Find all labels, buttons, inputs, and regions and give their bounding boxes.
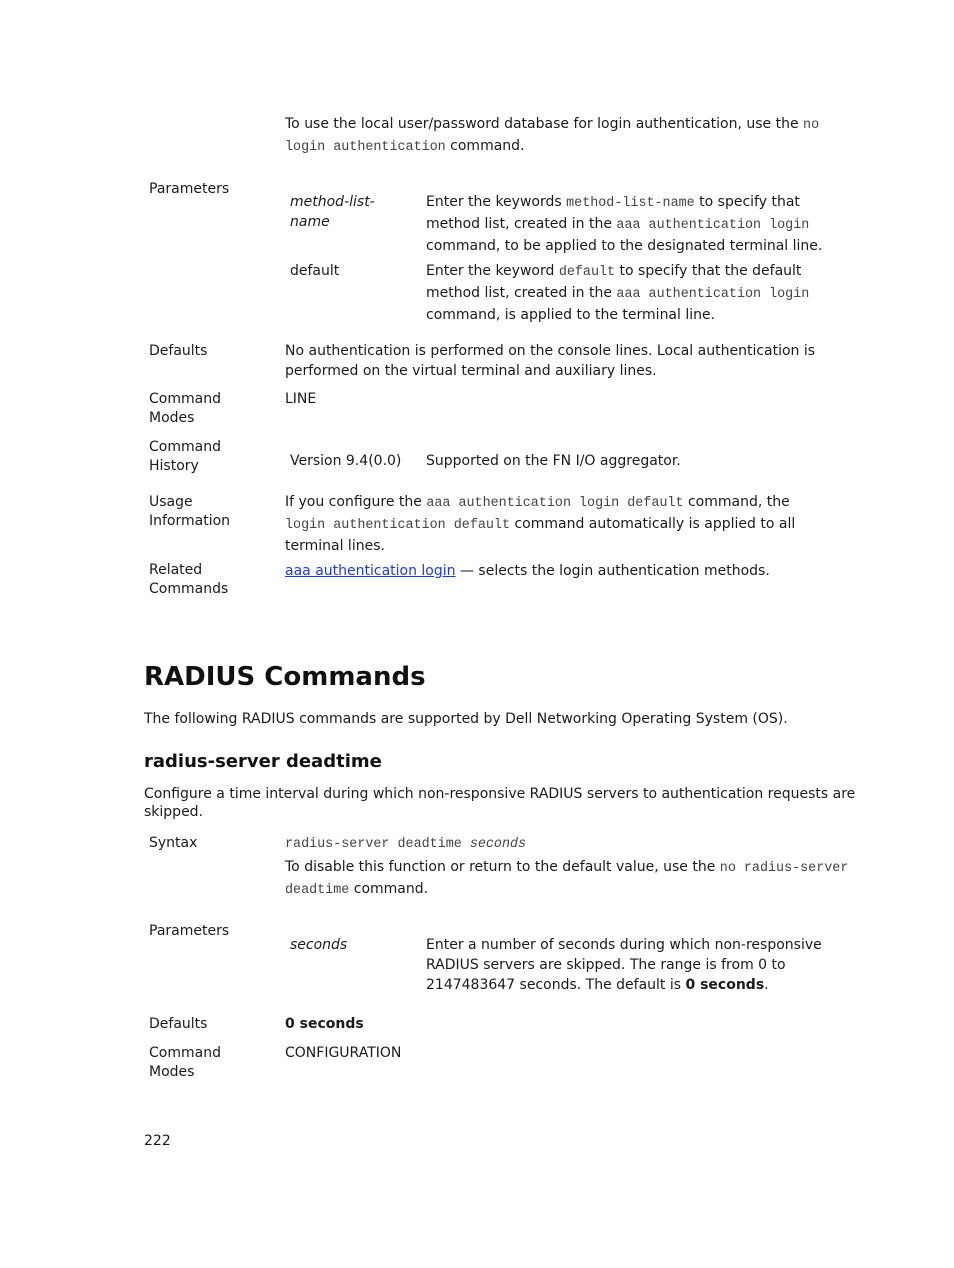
command-history-label xyxy=(149,438,221,476)
label-line: Information xyxy=(149,513,231,529)
related-desc: — selects the login authentication methods. xyxy=(455,563,770,579)
usage-information-label xyxy=(149,493,230,531)
intro-text: To use the local user/password database for login authentication, use the xyxy=(285,116,804,132)
desc-text: command, is applied to the terminal line. xyxy=(426,307,716,323)
desc-text: command, to be applied to the designated terminal line. xyxy=(426,238,823,254)
defaults-value: 0 seconds xyxy=(285,1016,364,1032)
label-line: Commands xyxy=(149,581,229,597)
command-heading: radius-server deadtime xyxy=(144,751,382,772)
label-line: Usage xyxy=(149,494,193,510)
label-line: History xyxy=(149,458,199,474)
syntax-text: To disable this function or return to the default value, use the xyxy=(285,859,720,875)
syntax-code: no radius-server xyxy=(719,861,849,876)
history-description: Supported on the FN I/O aggregator. xyxy=(426,453,681,469)
desc-bold: 0 seconds xyxy=(685,977,765,993)
syntax-label: Syntax xyxy=(149,835,198,851)
parameters-label: Parameters xyxy=(149,181,230,197)
defaults-label: Defaults xyxy=(149,1016,208,1032)
section-heading: RADIUS Commands xyxy=(144,662,426,692)
syntax-code: radius-server deadtime xyxy=(285,837,470,852)
related-commands-label xyxy=(149,561,228,599)
desc-text: method list, created in the xyxy=(426,216,617,232)
desc-code: aaa authentication login xyxy=(616,218,810,233)
desc-text: 2147483647 seconds. The default is xyxy=(426,977,686,993)
defaults-value xyxy=(285,341,815,381)
param-seconds-desc xyxy=(426,935,826,995)
section-intro: The following RADIUS commands are supported by Dell Networking Operating System (OS). xyxy=(144,711,788,727)
param-method-list-name-desc xyxy=(426,192,826,256)
param-seconds: seconds xyxy=(290,937,348,953)
param-default-desc xyxy=(426,261,826,325)
label-line: Related xyxy=(149,562,203,578)
desc-text: method list, created in the xyxy=(426,285,617,301)
command-modes-label xyxy=(149,1044,221,1082)
usage-information-text xyxy=(285,492,795,556)
desc-code: aaa authentication login xyxy=(616,287,810,302)
desc-text: to specify that xyxy=(694,194,800,210)
desc-text: Enter the keyword xyxy=(426,263,559,279)
parameters-label: Parameters xyxy=(149,923,230,939)
command-modes-label xyxy=(149,390,221,428)
defaults-label: Defaults xyxy=(149,343,208,359)
usage-text: command, the xyxy=(683,494,790,510)
intro-code-login-auth: login authentication xyxy=(285,140,446,155)
label-line: Command xyxy=(149,439,221,455)
desc-text: RADIUS servers are skipped. The range is from 0 to xyxy=(426,957,786,973)
defaults-line: performed on the virtual terminal and auxiliary lines. xyxy=(285,363,657,379)
label-line: Modes xyxy=(149,1064,195,1080)
param-name-line2: name xyxy=(290,214,330,230)
usage-text: terminal lines. xyxy=(285,538,385,554)
usage-code: login authentication default xyxy=(285,518,510,533)
param-default: default xyxy=(290,263,340,279)
history-version: Version 9.4(0.0) xyxy=(290,453,402,469)
related-command-link[interactable]: aaa authentication login xyxy=(285,563,456,579)
usage-text: If you configure the xyxy=(285,494,427,510)
syntax-no-form xyxy=(285,857,848,901)
label-line: Command xyxy=(149,1045,221,1061)
param-name-line1: method-list- xyxy=(290,194,375,210)
syntax-arg: seconds xyxy=(469,837,527,852)
command-modes-value: CONFIGURATION xyxy=(285,1045,402,1061)
command-description xyxy=(144,785,855,821)
desc-text: . xyxy=(764,977,769,993)
param-method-list-name xyxy=(290,192,375,232)
syntax-text: command. xyxy=(349,881,429,897)
intro-code-no: no xyxy=(803,118,820,133)
syntax-code: deadtime xyxy=(285,883,350,898)
intro-text-end: command. xyxy=(445,138,525,154)
desc-code: default xyxy=(558,265,616,280)
desc-text: to specify that the default xyxy=(615,263,802,279)
related-commands-text xyxy=(285,561,770,581)
label-line: Command xyxy=(149,391,221,407)
label-line: Modes xyxy=(149,410,195,426)
desc-line: Configure a time interval during which non-responsive RADIUS servers to authentication requests are xyxy=(144,786,856,802)
usage-code: aaa authentication login default xyxy=(426,496,684,511)
defaults-line: No authentication is performed on the console lines. Local authentication is xyxy=(285,343,816,359)
intro-paragraph xyxy=(285,114,819,158)
usage-text: command automatically is applied to all xyxy=(510,516,796,532)
desc-code: method-list-name xyxy=(566,196,695,211)
desc-text: Enter the keywords xyxy=(426,194,567,210)
syntax-command xyxy=(285,833,526,855)
page-number: 222 xyxy=(144,1133,171,1149)
desc-text: Enter a number of seconds during which non-responsive xyxy=(426,937,822,953)
desc-line: skipped. xyxy=(144,804,204,820)
command-modes-value: LINE xyxy=(285,391,317,407)
